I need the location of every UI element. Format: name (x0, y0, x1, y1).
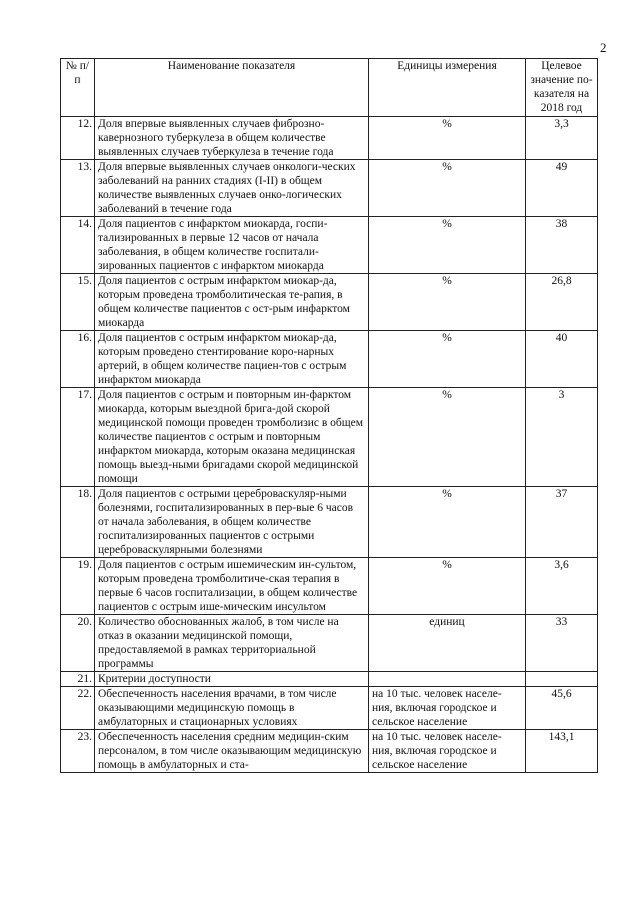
header-target: Целевое значение по-казателя на 2018 год (526, 59, 598, 117)
row-number: 15. (61, 274, 95, 331)
indicator-unit: % (369, 274, 526, 331)
indicator-value: 37 (526, 487, 598, 558)
table-row (61, 487, 598, 558)
header-num: № п/п (61, 59, 95, 117)
row-number: 13. (61, 160, 95, 217)
table-header-row (61, 59, 598, 117)
table-row (61, 274, 598, 331)
indicator-name: Доля впервые выявленных случаев фиброзно-кавернозного туберкулеза в общем количестве выявленных случаев туберкулеза в течение года (95, 117, 369, 160)
row-number: 18. (61, 487, 95, 558)
indicator-name: Доля пациентов с острым и повторным ин-фарктом миокарда, которым выездной брига-дой скорой медицинской помощи проведен тромболизис в общем количестве пациентов с острым и повторным инфарктом миокарда, которым оказана медицинская помощь выезд-ными бригадами скорой медицинской помощи (95, 388, 369, 487)
indicator-name: Доля пациентов с острым инфарктом миокар-да, которым проведено стентирование коро-нарных артерий, в общем количестве пациен-тов с острым инфарктом миокарда (95, 331, 369, 388)
table-row (61, 615, 598, 672)
indicator-value: 26,8 (526, 274, 598, 331)
header-unit: Единицы измерения (369, 59, 526, 117)
indicator-unit (369, 672, 526, 687)
table-row (61, 117, 598, 160)
row-number: 17. (61, 388, 95, 487)
indicator-value: 33 (526, 615, 598, 672)
row-number: 23. (61, 730, 95, 773)
row-number: 22. (61, 687, 95, 730)
row-number: 16. (61, 331, 95, 388)
indicator-unit: % (369, 217, 526, 274)
indicator-unit: на 10 тыс. человек населе-ния, включая городское и сельское население (369, 730, 526, 773)
indicator-name: Обеспеченность населения средним медицин-ским персоналом, в том числе оказывающим медицинскую помощь в амбулаторных и ста- (95, 730, 369, 773)
indicator-value: 49 (526, 160, 598, 217)
indicator-unit: % (369, 388, 526, 487)
row-number: 12. (61, 117, 95, 160)
indicator-name: Доля пациентов с инфарктом миокарда, госпи-тализированных в первые 12 часов от начала заболевания, в общем количестве госпитали-зированных пациентов с инфарктом миокарда (95, 217, 369, 274)
indicator-unit: % (369, 160, 526, 217)
indicator-value: 38 (526, 217, 598, 274)
indicator-name: Критерии доступности (95, 672, 369, 687)
indicator-name: Доля пациентов с острым ишемическим ин-сультом, которым проведена тромболитиче-ская терапия в первые 6 часов госпитализации, в общем количестве пациентов с острым ише-мическим инсультом (95, 558, 369, 615)
indicator-value: 3 (526, 388, 598, 487)
table-row (61, 331, 598, 388)
indicators-table (60, 58, 598, 773)
table-row (61, 558, 598, 615)
indicator-name: Доля пациентов с острыми цереброваскуляр-ными болезнями, госпитализированных в пер-вые 6 часов от начала заболевания, в общем количестве госпитализированных пациентов с острыми цереброваскулярными болезнями (95, 487, 369, 558)
indicator-name: Доля пациентов с острым инфарктом миокар-да, которым проведена тромболитическая те-рапия, в общем количестве пациентов с ост-рым инфарктом миокарда (95, 274, 369, 331)
indicator-value (526, 672, 598, 687)
table-row (61, 388, 598, 487)
indicator-value: 3,3 (526, 117, 598, 160)
page-number: 2 (600, 40, 607, 55)
indicator-name: Обеспеченность населения врачами, в том числе оказывающими медицинскую помощь в амбулаторных и стационарных условиях (95, 687, 369, 730)
indicator-unit: % (369, 117, 526, 160)
row-number: 14. (61, 217, 95, 274)
row-number: 19. (61, 558, 95, 615)
indicator-unit: на 10 тыс. человек населе-ния, включая городское и сельское население (369, 687, 526, 730)
table-row (61, 687, 598, 730)
indicator-unit: % (369, 558, 526, 615)
row-number: 21. (61, 672, 95, 687)
indicator-unit: единиц (369, 615, 526, 672)
indicator-value: 143,1 (526, 730, 598, 773)
indicator-unit: % (369, 487, 526, 558)
indicator-value: 45,6 (526, 687, 598, 730)
indicator-unit: % (369, 331, 526, 388)
indicator-name: Количество обоснованных жалоб, в том числе на отказ в оказании медицинской помощи, предоставляемой в рамках территориальной программы (95, 615, 369, 672)
indicator-value: 40 (526, 331, 598, 388)
row-number: 20. (61, 615, 95, 672)
header-name: Наименование показателя (95, 59, 369, 117)
indicator-name: Доля впервые выявленных случаев онкологи-ческих заболеваний на ранних стадиях (I-II) в общем количестве выявленных случаев онко-логических заболеваний в течение года (95, 160, 369, 217)
table-row (61, 730, 598, 773)
indicator-value: 3,6 (526, 558, 598, 615)
table-row (61, 217, 598, 274)
table-row (61, 160, 598, 217)
table-row (61, 672, 598, 687)
